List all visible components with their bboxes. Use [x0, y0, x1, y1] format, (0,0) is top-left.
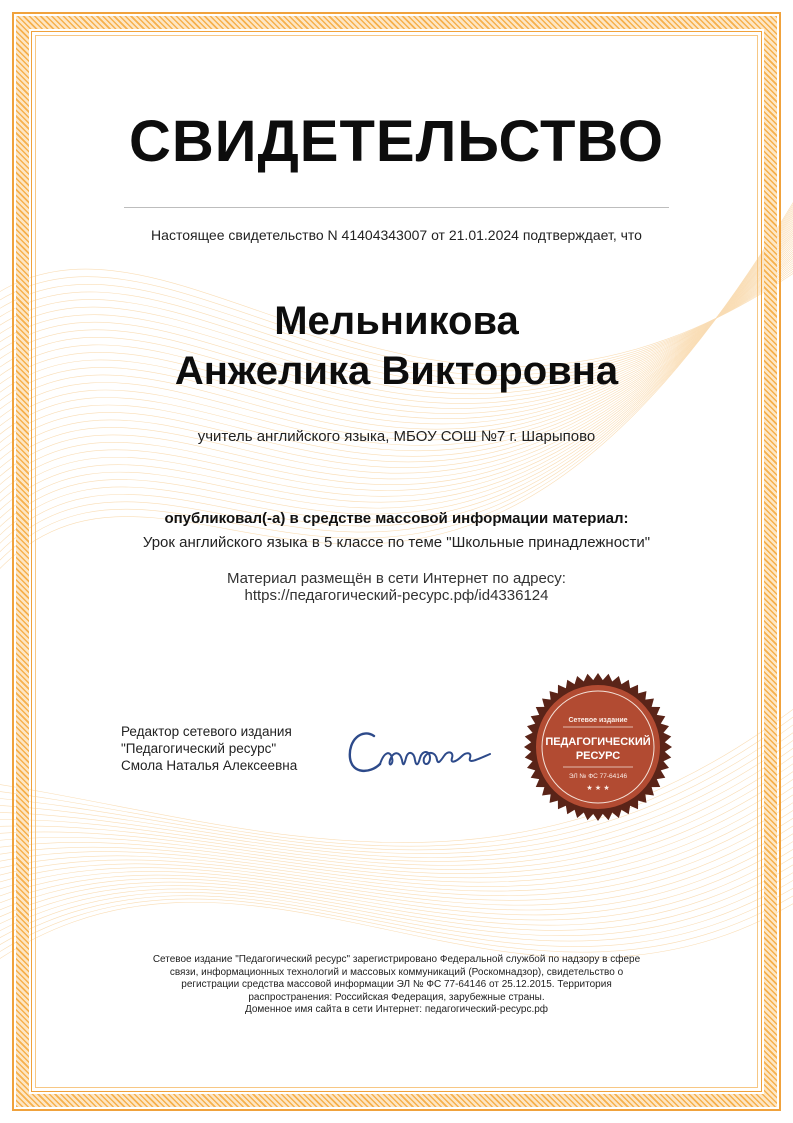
editor-signature	[340, 714, 500, 784]
certificate-intro: Настоящее свидетельство N 41404343007 от 21.01.2024 подтверждает, что	[151, 227, 642, 243]
material-title: Урок английского языка в 5 классе по теме "Школьные принадлежности"	[142, 534, 651, 551]
title-divider	[124, 207, 669, 208]
recipient-position: учитель английского языка, МБОУ СОШ №7 г. Шарыпово	[197, 428, 596, 445]
seal-registration: ЭЛ № ФС 77-64146	[568, 773, 628, 780]
footer-registration-note	[120, 954, 673, 1017]
seal-main-line1: ПЕДАГОГИЧЕСКИЙ	[545, 736, 651, 748]
footer-line: Доменное имя сайта в сети Интернет: педагогический-ресурс.рф	[244, 1004, 549, 1015]
material-url-label: Материал размещён в сети Интернет по адресу:	[227, 570, 566, 587]
footer-line: связи, информационных технологий и массовых коммуникаций (Роскомнадзор), свидетельство о	[169, 966, 624, 978]
footer-line: Сетевое издание "Педагогический ресурс" зарегистрировано Федеральной службой по надзору в сфере	[152, 954, 641, 965]
editor-block	[121, 723, 341, 774]
editor-publication: "Педагогический ресурс"	[121, 741, 277, 756]
recipient-name	[0, 296, 793, 396]
editor-role: Редактор сетевого издания	[121, 724, 292, 739]
recipient-given-names: Анжелика Викторовна	[174, 349, 619, 393]
editor-name: Смола Наталья Алексеевна	[121, 758, 298, 773]
certificate-title: СВИДЕТЕЛЬСТВО	[129, 109, 664, 174]
publication-seal	[523, 672, 673, 822]
seal-top-text: Сетевое издание	[568, 717, 628, 724]
published-label: опубликовал(-а) в средстве массовой информации материал:	[164, 510, 629, 527]
material-url: https://педагогический-ресурс.рф/id4336124	[244, 587, 549, 604]
recipient-surname: Мельникова	[274, 299, 519, 343]
footer-line: распространения: Российская Федерация, зарубежные страны.	[248, 991, 545, 1003]
seal-stars: ★ ★ ★	[586, 784, 610, 792]
footer-line: регистрации средства массовой информации ЭЛ № ФС 77-64146 от 25.12.2015. Территория	[181, 979, 612, 990]
seal-main-line2: РЕСУРС	[575, 750, 621, 762]
